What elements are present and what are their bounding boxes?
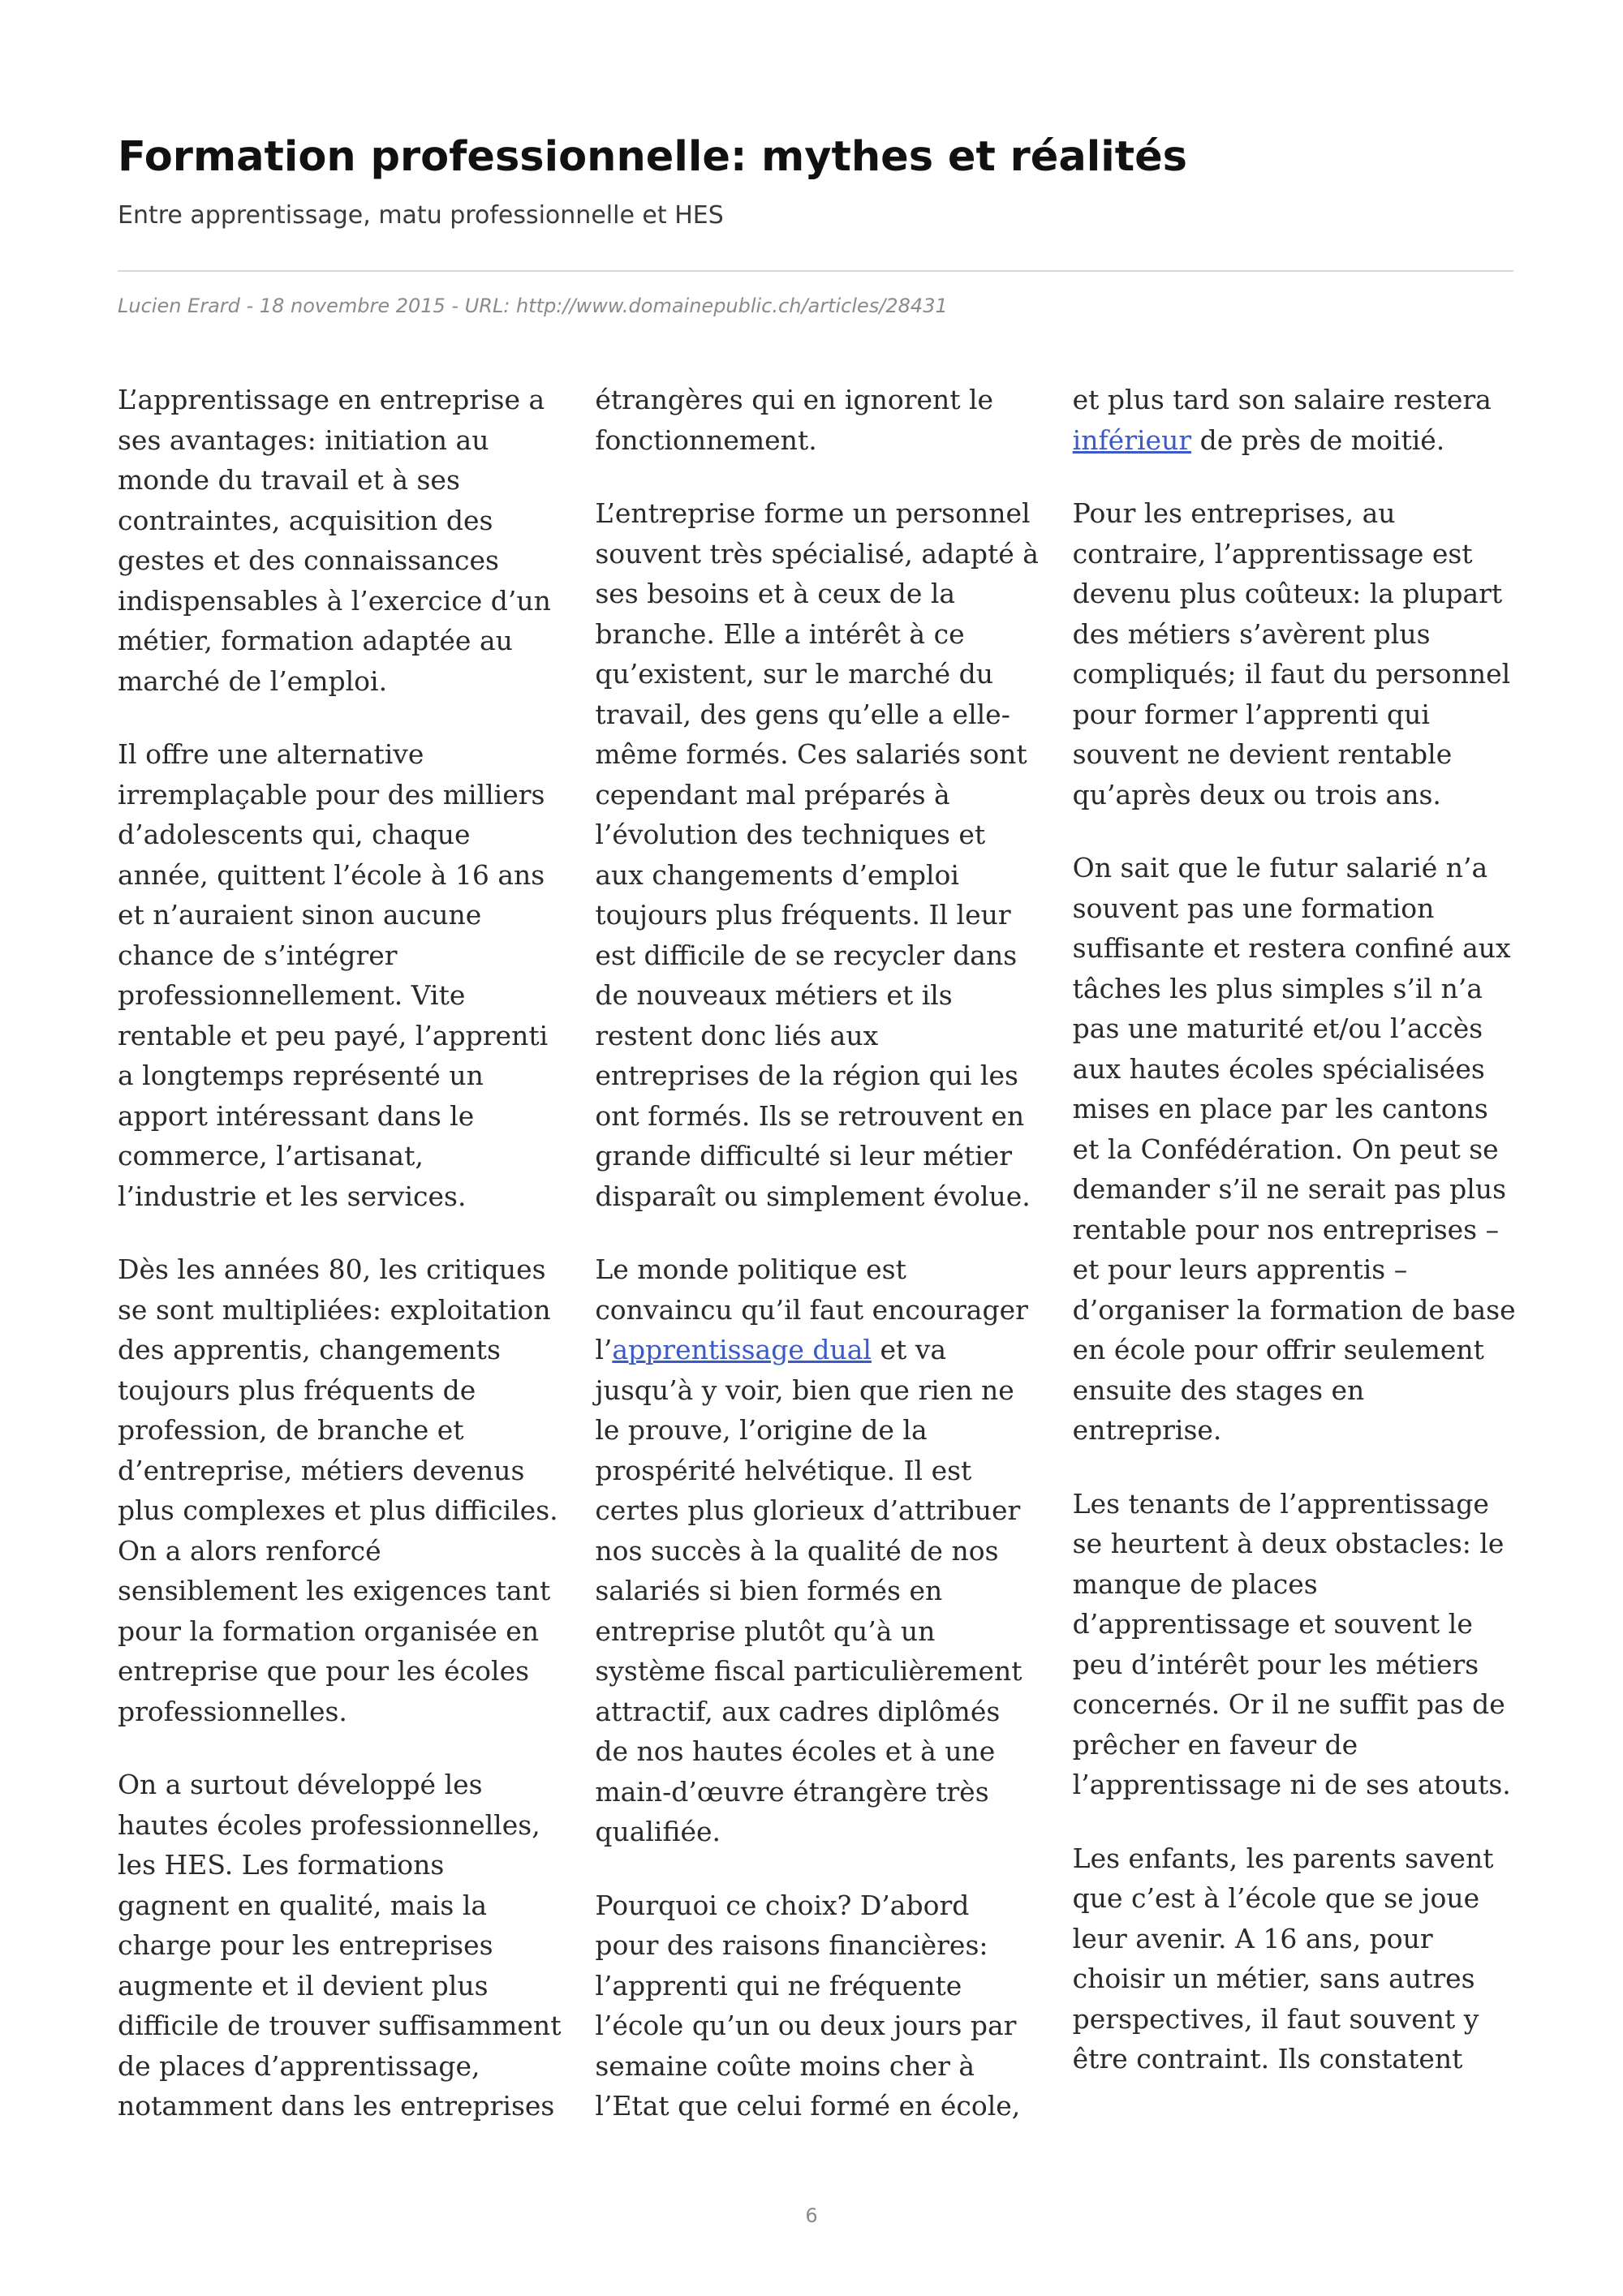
header-divider <box>118 270 1513 272</box>
article-title: Formation professionnelle: mythes et réalités <box>118 133 1188 181</box>
paragraph-6-text-after: et va jusqu’à y voir, bien que rien ne le prouve, l’origine de la prospérité helvétique. Il est certes plus glorieux d’attribuer nos succès à la qualité de nos salariés si bien formés en entreprise plutôt qu’à un système fiscal particulièrement attractif, aux cadres diplômés de nos hautes écoles et à une main-d’œuvre étrangère très qualifiée. <box>595 1334 1022 1847</box>
apprentissage-dual-link[interactable]: apprentissage dual <box>612 1334 872 1365</box>
paragraph-4: On a surtout développé les hautes écoles professionnelles, les HES. Les formations gagnent en qualité, mais la charge pour les entreprises augmente et il devient plus difficile de trouver suffisamment de places d’apprentissage, notamment dans les entreprises étrangères qui en ignorent le fonctionnement. <box>118 384 994 2122</box>
paragraph-7-text-after: de près de moitié. <box>1191 424 1445 456</box>
paragraph-8: Pour les entreprises, au contraire, l’apprentissage est devenu plus coûteux: la plupart des métiers s’avèrent plus compliqués; il faut du personnel pour former l’apprenti qui souvent ne devient rentable qu’après deux ou trois ans. <box>1072 497 1511 810</box>
paragraph-10: Les tenants de l’apprentissage se heurtent à deux obstacles: le manque de places d’apprentissage et souvent le peu d’intérêt pour les métiers concernés. Or il ne suffit pas de prêcher en faveur de l’apprentissage ni de ses atouts. <box>1072 1487 1511 1800</box>
paragraph-7-text-before: Pourquoi ce choix? D’abord pour des raisons financières: l’apprenti qui ne fréquente l’école qu’un ou deux jours par semaine coûte moins cher à l’Etat que celui formé en école, et plus tard son salaire restera <box>595 384 1492 2122</box>
paragraph-6 <box>595 1249 1040 1852</box>
paragraph-5: L’entreprise forme un personnel souvent très spécialisé, adapté à ses besoins et à ceux de la branche. Elle a intérêt à ce qu’existent, sur le marché du travail, des gens qu’elle a elle-même formés. Ces salariés sont cependant mal préparés à l’évolution des techniques et aux changements d’emploi toujours plus fréquents. Il leur est difficile de se recycler dans de nouveaux métiers et ils restent donc liés aux entreprises de la région qui les ont formés. Ils se retrouvent en grande difficulté si leur métier disparaît ou simplement évolue. <box>595 497 1039 1212</box>
paragraph-1: L’apprentissage en entreprise a ses avantages: initiation au monde du travail et à ses contraintes, acquisition des gestes et des connaissances indispensables à l’exercice d’un métier, formation adaptée au marché de l’emploi. <box>118 384 551 697</box>
page-number: 6 <box>805 2204 818 2227</box>
paragraph-2: Il offre une alternative irremplaçable pour des milliers d’adolescents qui, chaque année, quittent l’école à 16 ans et n’auraient sinon aucune chance de s’intégrer professionnellement. Vite rentable et peu payé, l’apprenti a longtemps représenté un apport intéressant dans le commerce, l’artisanat, l’industrie et les services. <box>118 738 549 1212</box>
paragraph-6-text-before: Le monde politique est convaincu qu’il faut encourager l’ <box>595 1253 1028 1365</box>
article-byline: Lucien Erard - 18 novembre 2015 - URL: http://www.domainepublic.ch/articles/28431 <box>118 295 948 317</box>
inferieur-link[interactable]: inférieur <box>1072 424 1192 456</box>
article-subtitle: Entre apprentissage, matu professionnelle et HES <box>118 201 724 230</box>
article-body <box>118 380 1518 2165</box>
paragraph-9: On sait que le futur salarié n’a souvent pas une formation suffisante et restera confiné aux tâches les plus simples s’il n’a pas une maturité et/ou l’accès aux hautes écoles spécialisées mises en place par les cantons et la Confédération. On peut se demander s’il ne serait pas plus rentable pour nos entreprises – et pour leurs apprentis – d’organiser la formation de base en école pour offrir seulement ensuite des stages en entreprise. <box>1072 852 1516 1446</box>
paragraph-11: Les enfants, les parents savent que c’est à l’école que se joue leur avenir. A 16 ans, pour choisir un métier, sans autres perspectives, il faut souvent y être contraint. Ils constatent <box>1072 1842 1494 2075</box>
paragraph-3: Dès les années 80, les critiques se sont multipliées: exploitation des apprentis, changements toujours plus fréquents de profession, de branche et d’entreprise, métiers devenus plus complexes et plus difficiles. On a alors renforcé sensiblement les exigences tant pour la formation organisée en entreprise que pour les écoles professionnelles. <box>118 1253 558 1727</box>
